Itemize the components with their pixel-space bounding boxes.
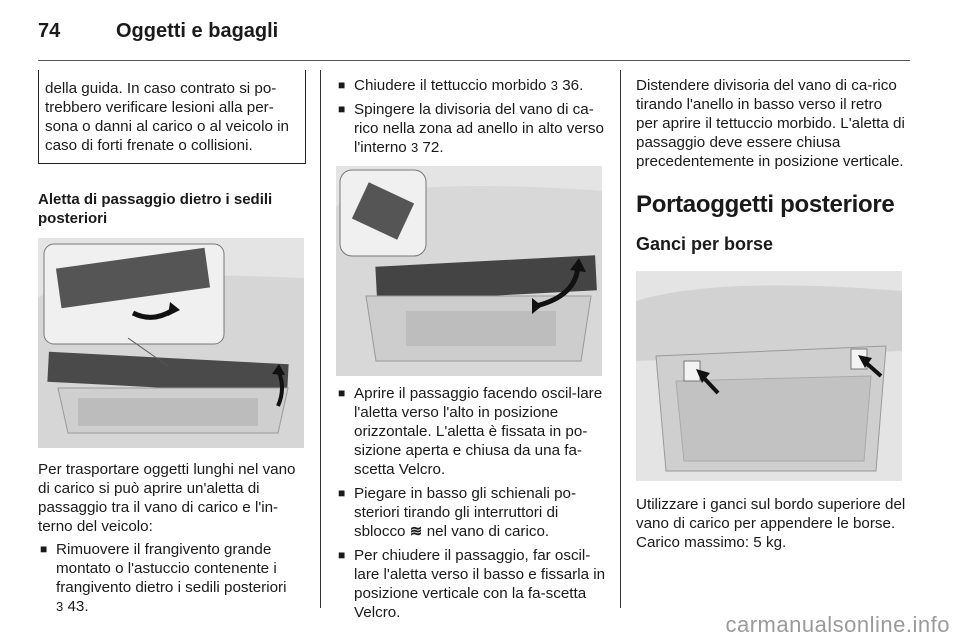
list-item: ■ Rimuovere il frangivento grande montato o l'astuccio contenente i frangivento dietro i sedili posteriori 3 43. [40,541,287,615]
page-number: 74 [38,20,61,42]
list-item: ■ Aprire il passaggio facendo oscil-lare l'aletta verso l'alto in posizione orizzontale. L'aletta è fissata in po-sizione aperta e chiusa da una fa-scetta Velcro. [338,385,603,478]
page-ref[interactable]: 43. [67,598,89,615]
page-header [38,14,910,54]
illustration-bag-hooks [636,271,902,481]
list-item: ■ Chiudere il tettuccio morbido 3 36. [338,77,584,94]
bullet-icon: ■ [338,78,346,92]
column-3 [636,70,906,552]
section-subheading: Ganci per borse [636,234,774,254]
bullet-icon: ■ [338,486,346,500]
column-divider-2 [620,70,621,608]
instruction-list-bottom [336,384,608,622]
page-ref-icon: 3 [410,140,419,155]
column-1 [38,70,306,621]
list-item: ■ Piegare in basso gli schienali po-steriori tirando gli interruttori di sblocco ≋ nel vano di carico. [338,485,577,540]
warning-box [38,70,306,164]
section-intro: Distendere divisoria del vano di ca-rico tirando l'anello in basso verso il retro per aprire il tettuccio morbido. L'aletta di passaggio deve essere chiusa precedentemente in posizione verticale. [636,77,905,170]
page-ref-icon: 3 [56,599,64,614]
warning-text: della guida. In caso contrato si po-trebbero verificare lesioni alla per-sona o danni al carico o al veicolo in caso di forti frenate o collisioni. [45,80,289,154]
page-ref[interactable]: 72. [422,139,444,156]
page-title: Oggetti e bagagli [116,20,279,42]
bullet-icon: ■ [338,548,346,562]
bullet-icon: ■ [338,102,346,116]
unlock-switch-icon: ≋ [409,523,423,540]
column-2 [336,70,608,627]
list-item: ■ Spingere la divisoria del vano di ca-rico nella zona ad anello in alto verso l'interno 3 72. [338,101,604,156]
section-body: Utilizzare i ganci sul bordo superiore del vano di carico per appendere le borse. Carico massimo: 5 kg. [636,496,906,551]
illustration-cargo-divider [336,166,602,376]
section-heading: Portaoggetti posteriore [636,191,895,218]
column-divider-1 [320,70,321,608]
bullet-icon: ■ [338,386,346,400]
section-intro: Per trasportare oggetti lunghi nel vano di carico si può aprire un'aletta di passaggio tra il vano di carico e l'in-terno del veicolo: [38,461,296,535]
instruction-list-top [336,76,608,157]
illustration-pass-through-flap [38,238,304,448]
list-item: ■ Per chiudere il passaggio, far oscil-lare l'aletta verso il basso e fissarla in posizione verticale con la fa-scetta Velcro. [338,547,606,621]
bullet-icon: ■ [40,542,48,556]
page-ref[interactable]: 36. [562,77,584,94]
instruction-list [38,540,306,616]
watermark: carmanualsonline.info [725,612,950,637]
header-divider [38,60,910,61]
section-subheading: Aletta di passaggio dietro i sedili posteriori [38,191,273,227]
page-ref-icon: 3 [550,78,558,93]
